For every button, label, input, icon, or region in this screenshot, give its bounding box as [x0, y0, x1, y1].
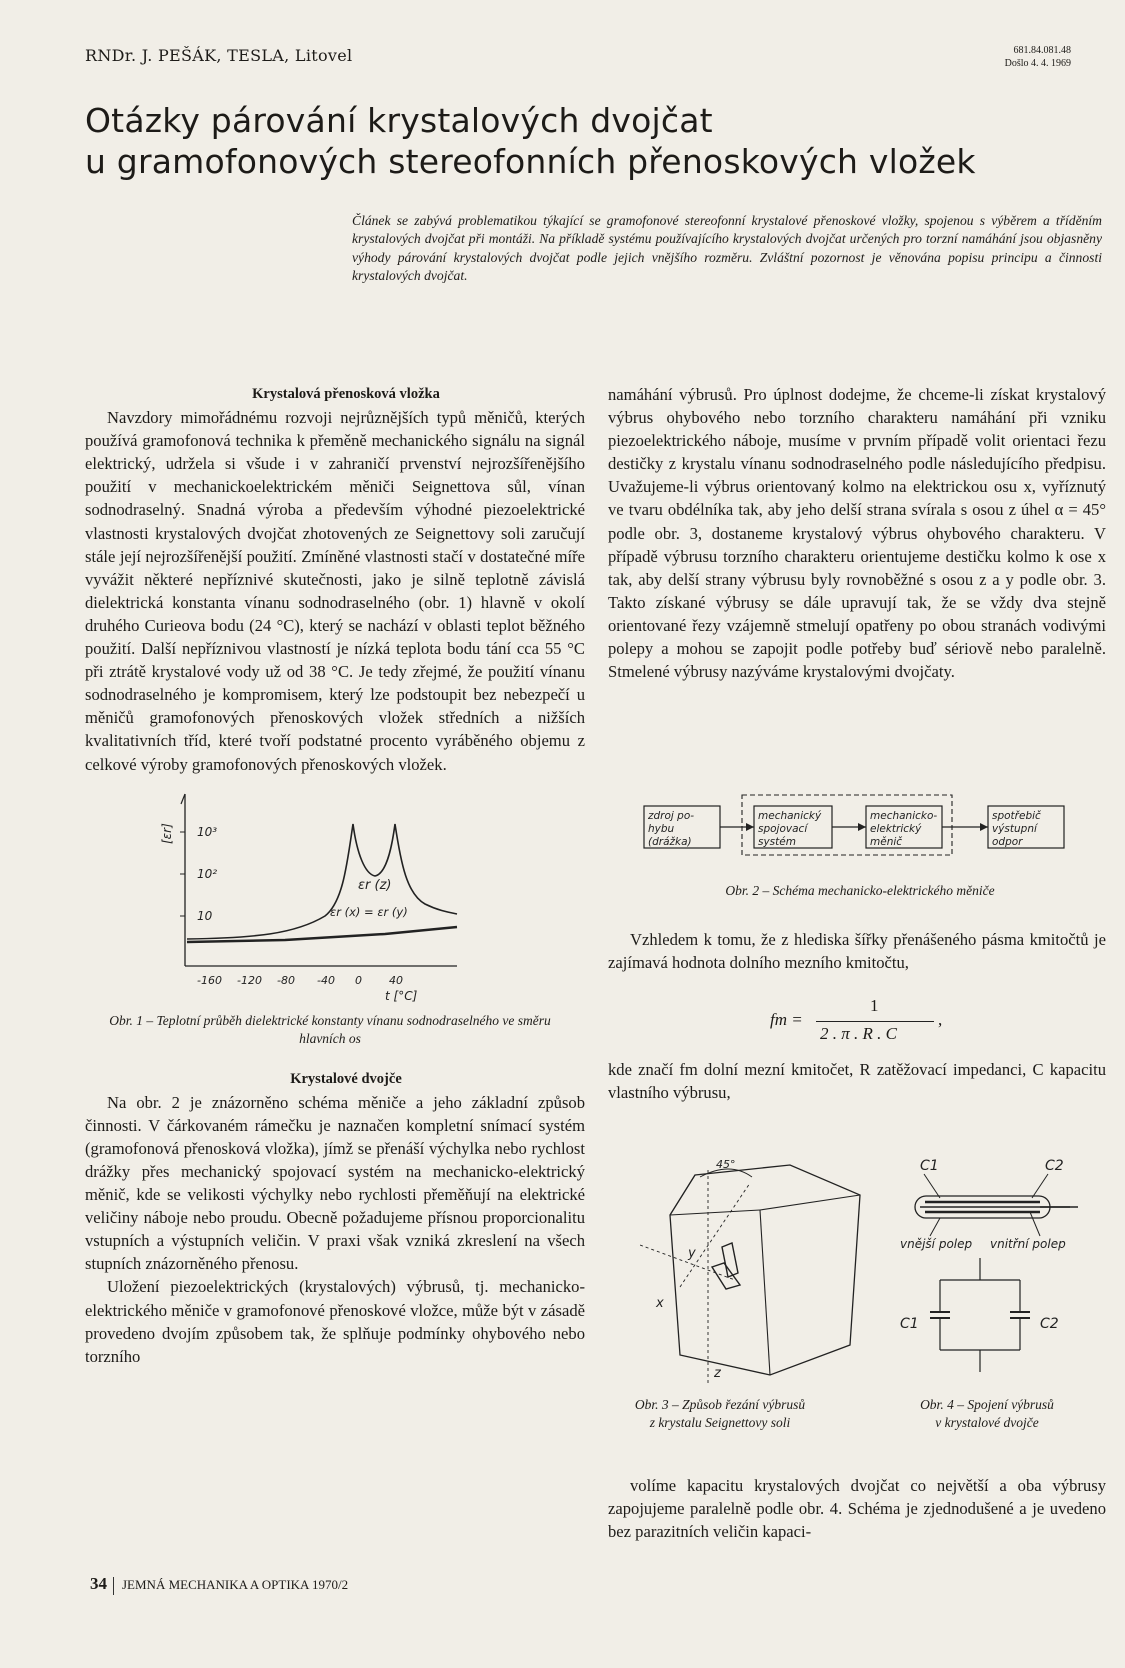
c2-circuit-label: C2	[1040, 1316, 1059, 1332]
y-axis-label: [εr]	[160, 822, 174, 844]
paragraph: volíme kapacitu krystalových dvojčat co největší a oba výbrusy zapojujeme paralelně podle obr. 4. Schéma je zjednodušené a je uvedeno bez parazitních veličin kapaci-	[608, 1476, 1106, 1542]
article-title	[85, 100, 1045, 182]
formula-den: 2 . π . R . C	[820, 1024, 897, 1043]
figure-4-caption-line: v krystalové dvojče	[935, 1415, 1039, 1430]
cut-plate-2	[712, 1263, 740, 1289]
figure-2-caption: Obr. 2 – Schéma mechanicko-elektrického měniče	[725, 883, 995, 898]
title-line-1: Otázky párování krystalových dvojčat	[85, 101, 713, 140]
c1-circuit-label: C1	[900, 1316, 919, 1332]
crystal-drawing	[640, 1155, 880, 1390]
figure-4-caption-line: Obr. 4 – Spojení výbrusů	[920, 1397, 1054, 1412]
block-text: (drážka)	[648, 836, 692, 848]
y-tick: 10³	[197, 824, 218, 839]
figure-3	[640, 1155, 880, 1390]
axis-x-label: x	[656, 1296, 664, 1311]
paragraph-block	[608, 1474, 1106, 1543]
x-tick: -160	[197, 973, 222, 987]
block-diagram	[640, 792, 1090, 862]
outer-electrode-label: vnější polep	[900, 1237, 973, 1251]
axis-y-label: y	[688, 1246, 696, 1261]
figure-4	[880, 1150, 1110, 1390]
x-tick: -80	[277, 973, 295, 987]
block-text: systém	[758, 836, 796, 848]
inner-electrode-label: vnitřní polep	[990, 1237, 1066, 1251]
figure-4-caption	[872, 1396, 1102, 1432]
journal-name: JEMNÁ MECHANIKA A OPTIKA 1970/2	[122, 1577, 349, 1592]
paragraph: kde značí fm dolní mezní kmitočet, R zatěžovací impedanci, C kapacitu vlastního výbrusu,	[608, 1060, 1106, 1103]
received-date: Došlo 4. 4. 1969	[1004, 58, 1071, 69]
x-tick: 0	[355, 973, 362, 987]
x-tick: -40	[317, 973, 335, 987]
curve-xy-label: εr (x) = εr (y)	[330, 904, 408, 919]
y-tick: 10	[197, 908, 213, 923]
dielectric-chart	[85, 784, 585, 1006]
figure-1-caption: Obr. 1 – Teplotní průběh dielektrické konstanty vínanu sodnodraselného ve směru hlavních os	[109, 1012, 551, 1046]
c1-label: C1	[920, 1158, 939, 1174]
y-tick: 10²	[197, 866, 218, 881]
block-text: odpor	[992, 836, 1023, 848]
abstract: Článek se zabývá problematikou týkající se gramofonové stereofonní krystalové přenoskové vložky, spojenou s výběrem a tříděním krystalových dvojčat při montáži. Na příkladě systému používajícího krystalových dvojčat určených pro torzní namáhání jsou objasněny výhody párování krystalových dvojčat podle jejich vnějšího rozměru. Zvláštní pozornost je věnována popisu principu a činnosti krystalových dvojčat.	[352, 213, 1102, 283]
right-column	[608, 383, 1106, 683]
block-text: mechanický	[758, 810, 822, 822]
formula-lhs: fm =	[770, 1010, 803, 1029]
block-text: elektrický	[870, 823, 922, 835]
paragraph: Na obr. 2 je znázorněno schéma měniče a jeho základní způsob činnosti. V čárkovaném rámečku je naznačen kompletní snímací systém (gramofonová přenosková vložka), jímž se přenáší výchylka nebo rychlost drážky přes mechanický spojovací systém na mechanicko-elektrický měnič, kde se velikosti výchylky nebo rychlosti přeměňují na elektrické veličiny náboje nebo proudu. Obecně požadujeme přísnou proporcionalitu vstupních a výstupních veličin. V praxi však vzniká zkreslení na všech stupních znázorněného přenosu.	[85, 1092, 585, 1274]
block-text: zdroj po-	[648, 810, 695, 822]
section-heading-1: Krystalová přenosková vložka	[252, 386, 440, 402]
block-text: mechanicko-	[870, 810, 938, 822]
curve-xy	[187, 927, 457, 942]
article-meta	[1005, 44, 1071, 70]
page-footer	[90, 1574, 348, 1595]
title-line-2: u gramofonových stereofonních přenoskových vložek	[85, 142, 976, 181]
paragraph-block	[608, 1058, 1106, 1104]
udc-code: 681.84.081.48	[1013, 45, 1071, 56]
twin-connection	[880, 1150, 1110, 1390]
page-number: 34	[90, 1574, 107, 1593]
paragraph: Uložení piezoelektrických (krystalových) výbrusů, tj. mechanicko-elektrického měniče v gramofonové přenoskové vložce, může být v zásadě provedeno dvojím způsobem tak, že splňuje podmínky ohybového nebo torzního	[85, 1277, 585, 1366]
curve-z-label: εr (z)	[358, 877, 392, 893]
paragraph: Navzdory mimořádnému rozvoji nejrůznějších typů měničů, kterých používá gramofonová technika k přeměně mechanického signálu na signál elektrický, udržela si všude i v zahraničí prvenství nejrozšířenějšího použití v mechanickoelektrickém měniči Seignettova sůl, vínan sodnodraselný. Snadná výroba a především výhodné piezoelektrické vlastnosti krystalových dvojčat zhotovených ze Seignettovy soli zaručují stále její nejrozšířenější použití. Zmíněné vlastnosti stačí v dostatečné míře vyvážit některé nepříznivé skutečnosti, jako je silně teplotně závislá dielektrická konstanta vínanu sodnodraselného (obr. 1) hlavně v okolí druhého Curieova bodu (24 °C), který se nachází v oblasti teplot běžného použití. Další nepříznivou vlastností je nízká teplota bodu tání cca 55 °C při ztrátě krystalové vody už od 38 °C. Je tedy zřejmé, že použití vínanu sodnodraselného je kompromisem, který lze podstoupit bez nebezpečí u měničů gramofonových přenoskových vložek středních a nižších kvalitativních tříd, které tvoří podstatné procento vyráběného objemu z celkové výroby gramofonových přenoskových vložek.	[85, 408, 585, 774]
angle-label: 45°	[716, 1158, 736, 1171]
figure-1	[85, 784, 585, 1006]
block-text: výstupní	[992, 823, 1037, 835]
formula-tail: ,	[938, 1010, 943, 1029]
figure-3-caption-line: z krystalu Seignettovy soli	[649, 1415, 791, 1430]
block-text: měnič	[870, 836, 903, 848]
author-line: RNDr. J. PEŠÁK, TESLA, Litovel	[85, 46, 353, 65]
block-text: hybu	[648, 823, 675, 835]
figure-3-caption-line: Obr. 3 – Způsob řezání výbrusů	[634, 1397, 806, 1412]
block-text: spojovací	[758, 823, 808, 835]
axis-z-label: z	[714, 1366, 721, 1381]
formula-bar	[816, 1021, 934, 1022]
x-tick: -120	[237, 973, 262, 987]
paragraph-block	[608, 928, 1106, 974]
footer-separator	[113, 1577, 114, 1595]
x-tick: 40	[389, 973, 403, 987]
figure-3-caption	[600, 1396, 840, 1432]
curve-z	[187, 824, 457, 939]
formula	[770, 996, 970, 1046]
crystal-outline	[670, 1165, 860, 1375]
block-text: spotřebič	[992, 810, 1041, 822]
x-axis-label: t [°C]	[385, 988, 418, 1003]
c2-label: C2	[1045, 1158, 1064, 1174]
paragraph: namáhání výbrusů. Pro úplnost dodejme, že chceme-li získat krystalový výbrus ohybového nebo torzního charakteru namáhání při vzniku piezoelektrického náboje, musíme v prvním případě volit orientaci řezu destičky z krystalu vínanu sodnodraselného podle následujícího předpisu. Uvažujeme-li výbrus orientovaný kolmo na elektrickou osu x, vyříznutý ve tvaru obdélníka tak, aby jeho delší strana svírala s osou z úhel α = 45° podle obr. 3, dostaneme krystalový výbrus ohybového charakteru. V případě výbrusu torzního charakteru orientujeme destičku kolmo k ose x tak, aby delší strany výbrusu byly rovnoběžné s osou z a y podle obr. 3. Takto získané výbrusy se dále upravují tak, že se vždy dva stejně orientované řezy vzájemně stmelují opatřeny po obou stranách vodivými polepy a mohou se zapojit podle potřeby buď sériově nebo paralelně. Stmelené výbrusy nazýváme krystalovými dvojčaty.	[608, 385, 1106, 682]
left-column	[85, 383, 585, 1368]
section-heading-2: Krystalové dvojče	[290, 1070, 402, 1087]
formula-num: 1	[870, 996, 879, 1015]
paragraph: Vzhledem k tomu, že z hlediska šířky přenášeného pásma kmitočtů je zajímavá hodnota dolního mezního kmitočtu,	[608, 930, 1106, 973]
figure-2	[640, 792, 1090, 862]
